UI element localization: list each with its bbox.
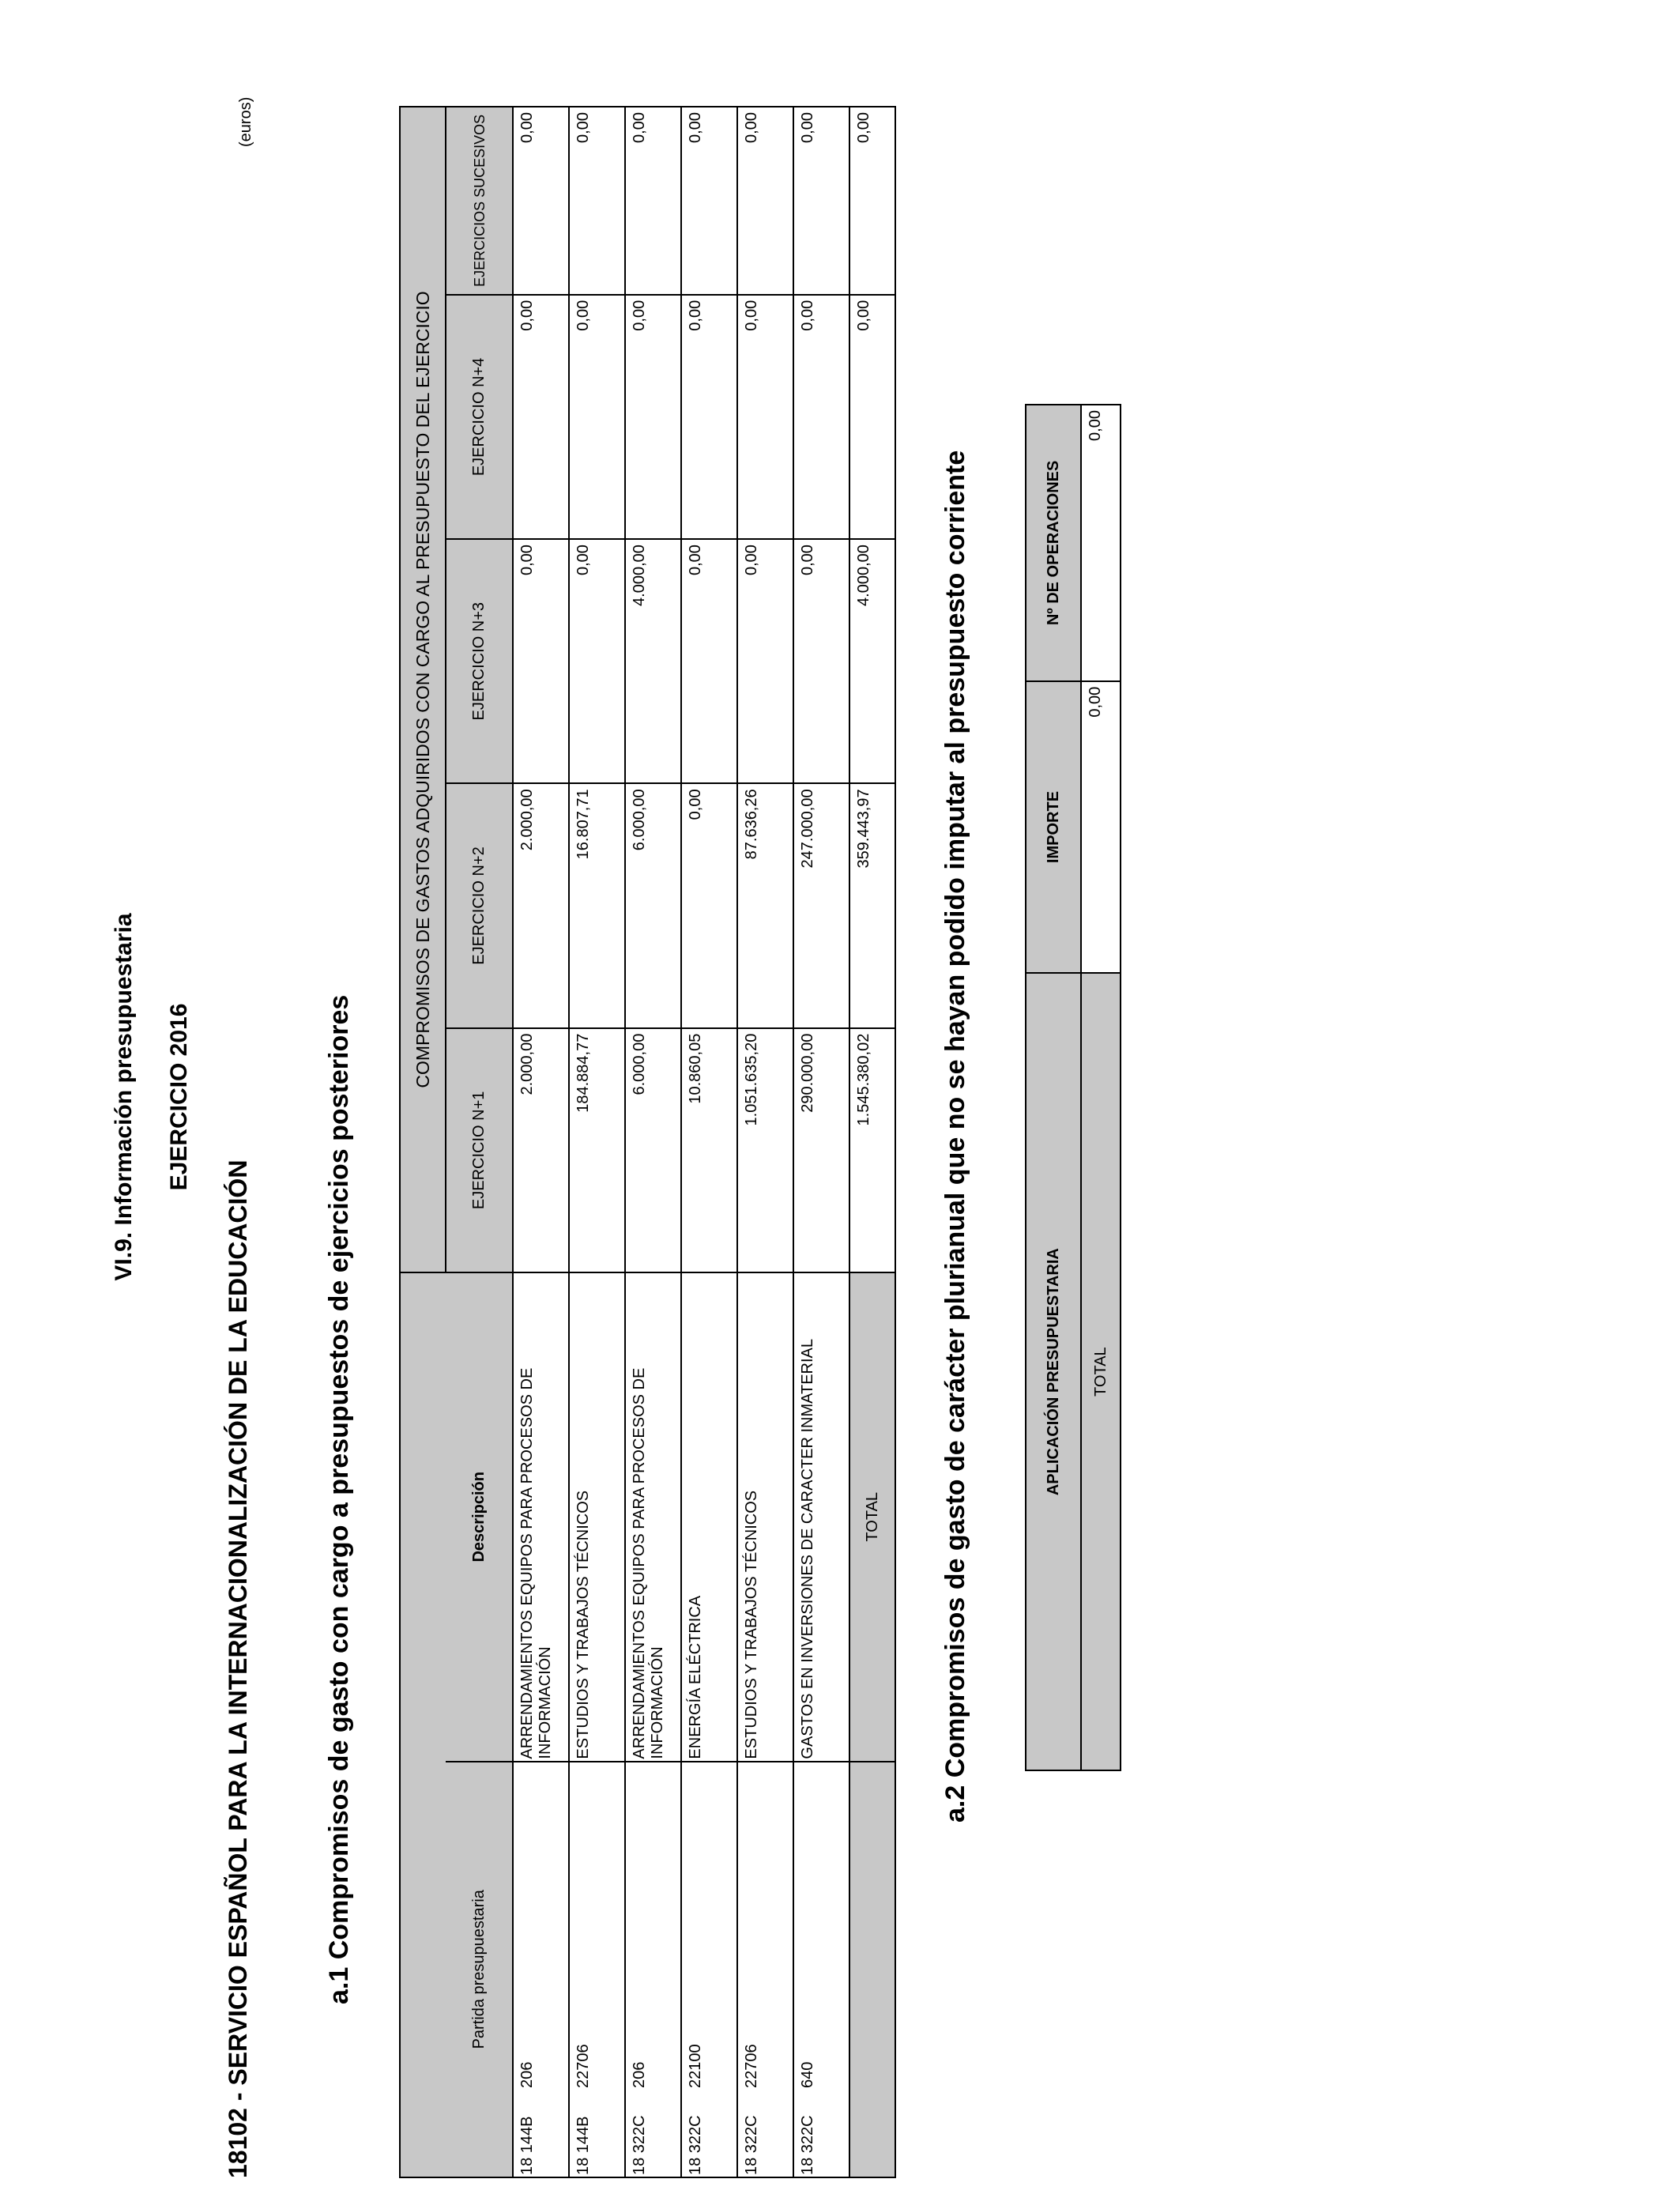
n1-cell: 10.860,05 — [681, 1028, 737, 1272]
description-cell: GASTOS EN INVERSIONES DE CARACTER INMATERIAL — [793, 1272, 849, 1762]
a1-total-row — [849, 107, 895, 2177]
description-cell: ENERGÍA ELÉCTRICA — [681, 1272, 737, 1762]
col-n1-header: EJERCICIO N+1 — [446, 1028, 513, 1272]
n3-cell: 0,00 — [513, 539, 569, 783]
description-cell: ESTUDIOS Y TRABAJOS TÉCNICOS — [737, 1272, 793, 1762]
partida-cell — [793, 1762, 849, 2177]
col-suc-header: EJERCICIOS SUCESIVOS — [446, 107, 513, 295]
a2-total-label: TOTAL — [1081, 973, 1121, 1770]
total-suc: 0,00 — [849, 107, 895, 295]
description-cell: ESTUDIOS Y TRABAJOS TÉCNICOS — [569, 1272, 625, 1762]
col-ops-header: Nº DE OPERACIONES — [1026, 405, 1081, 681]
total-n1: 1.545.380,02 — [849, 1028, 895, 1272]
n4-cell: 0,00 — [793, 295, 849, 539]
description-cell: ARRENDAMIENTOS EQUIPOS PARA PROCESOS DE INFORMACIÓN — [625, 1272, 681, 1762]
total-blank — [849, 1762, 895, 2177]
col-n2-header: EJERCICIO N+2 — [446, 783, 513, 1027]
n3-cell: 0,00 — [793, 539, 849, 783]
partida-program: 18 144B — [574, 2116, 592, 2175]
a1-group-header: COMPROMISOS DE GASTOS ADQUIRIDOS CON CARGO AL PRESUPUESTO DEL EJERCICIO — [400, 107, 446, 1272]
partida-cell — [513, 1762, 569, 2177]
suc-cell: 0,00 — [681, 107, 737, 295]
partida-concept: 22706 — [574, 2044, 592, 2088]
total-n3: 4.000,00 — [849, 539, 895, 783]
table-row — [513, 107, 569, 2177]
partida-cell — [569, 1762, 625, 2177]
n2-cell: 2.000,00 — [513, 783, 569, 1027]
partida-concept: 206 — [631, 2061, 648, 2088]
partida-concept: 22706 — [743, 2044, 760, 2088]
table-row — [793, 107, 849, 2177]
partida-concept: 22100 — [687, 2044, 704, 2088]
partida-concept: 206 — [518, 2061, 536, 2088]
n2-cell: 87.636,26 — [737, 783, 793, 1027]
table-row — [737, 107, 793, 2177]
n4-cell: 0,00 — [569, 295, 625, 539]
n3-cell: 0,00 — [737, 539, 793, 783]
n4-cell: 0,00 — [513, 295, 569, 539]
n2-cell: 0,00 — [681, 783, 737, 1027]
a1-table — [399, 106, 896, 2178]
n1-cell: 1.051.635,20 — [737, 1028, 793, 1272]
n1-cell: 2.000,00 — [513, 1028, 569, 1272]
n3-cell: 4.000,00 — [625, 539, 681, 783]
section-title: VI.9. Información presupuestaria — [111, 913, 137, 1281]
suc-cell: 0,00 — [737, 107, 793, 295]
a2-table — [1025, 404, 1121, 1771]
partida-program: 18 322C — [743, 2115, 760, 2175]
n2-cell: 247.000,00 — [793, 783, 849, 1027]
units-label: (euros) — [237, 96, 254, 147]
organism-title: 18102 - SERVICIO ESPAÑOL PARA LA INTERNACIONALIZACIÓN DE LA EDUCACIÓN — [224, 1159, 252, 2178]
table-row — [681, 107, 737, 2177]
n2-cell: 6.000,00 — [625, 783, 681, 1027]
col-desc-header: Descripción — [446, 1272, 513, 1762]
partida-cell — [681, 1762, 737, 2177]
n1-cell: 6.000,00 — [625, 1028, 681, 1272]
a2-total-row — [1081, 405, 1121, 1770]
partida-cell — [625, 1762, 681, 2177]
col-partida-header: Partida presupuestaria — [446, 1762, 513, 2177]
col-n4-header: EJERCICIO N+4 — [446, 295, 513, 539]
a2-total-ops: 0,00 — [1081, 405, 1121, 681]
a1-title: a.1 Compromisos de gasto con cargo a presupuestos de ejercicios posteriores — [324, 994, 354, 2004]
col-importe-header: IMPORTE — [1026, 681, 1081, 974]
a2-title: a.2 Compromisos de gasto de carácter plurianual que no se hayan podido imputar al presupuesto corriente — [940, 450, 970, 1823]
partida-program: 18 322C — [687, 2115, 704, 2175]
description-cell: ARRENDAMIENTOS EQUIPOS PARA PROCESOS DE INFORMACIÓN — [513, 1272, 569, 1762]
n4-cell: 0,00 — [625, 295, 681, 539]
n4-cell: 0,00 — [681, 295, 737, 539]
suc-cell: 0,00 — [793, 107, 849, 295]
suc-cell: 0,00 — [513, 107, 569, 295]
table-row — [569, 107, 625, 2177]
table-row — [625, 107, 681, 2177]
n1-cell: 184.884,77 — [569, 1028, 625, 1272]
a1-top-blank — [400, 1272, 446, 2177]
n2-cell: 16.807,71 — [569, 783, 625, 1027]
partida-program: 18 322C — [631, 2115, 648, 2175]
a1-body — [513, 107, 849, 2177]
partida-cell — [737, 1762, 793, 2177]
n4-cell: 0,00 — [737, 295, 793, 539]
a2-total-importe: 0,00 — [1081, 681, 1121, 974]
partida-concept: 640 — [799, 2061, 816, 2088]
n3-cell: 0,00 — [569, 539, 625, 783]
suc-cell: 0,00 — [569, 107, 625, 295]
col-n3-header: EJERCICIO N+3 — [446, 539, 513, 783]
suc-cell: 0,00 — [625, 107, 681, 295]
total-n2: 359.443,97 — [849, 783, 895, 1027]
total-n4: 0,00 — [849, 295, 895, 539]
n3-cell: 0,00 — [681, 539, 737, 783]
partida-program: 18 144B — [518, 2116, 536, 2175]
exercise-title: EJERCICIO 2016 — [166, 1003, 192, 1191]
col-aplic-header: APLICACIÓN PRESUPUESTARIA — [1026, 973, 1081, 1770]
n1-cell: 290.000,00 — [793, 1028, 849, 1272]
total-label: TOTAL — [849, 1272, 895, 1762]
partida-program: 18 322C — [799, 2115, 816, 2175]
